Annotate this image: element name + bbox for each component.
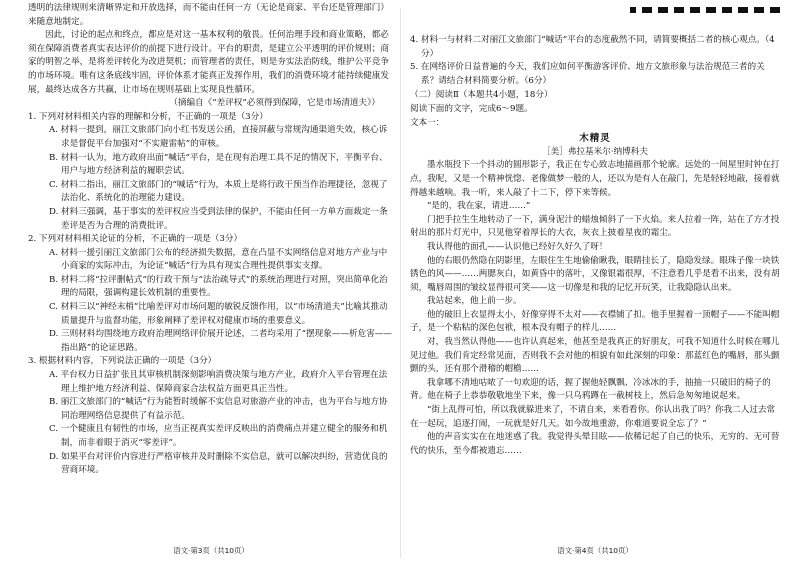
registration-mark [722,7,732,13]
registration-mark [770,7,780,13]
question-3 [28,355,394,477]
registration-mark [690,7,700,13]
page-divider [400,8,401,558]
question-stem: 2. 下列对材料相关论证的分析，不正确的一项是（3分） [28,234,243,245]
page-footer: 语文·第4页（共10页） [557,546,633,556]
option-a: A. 材料一援引丽江文旅部门公布的经济损失数据，意在凸显不实网络信息对地方产业与中小商家的实际冲击，为论证“喊话”行为具有现实合理性提供事实支撑。 [49,247,388,272]
story-paragraph: 门把手拉生生地转动了一下，满身泥汁的蜡烛倾斜了一下火焰。来人拉着一阵，站在了方才投射出的那片灯光中，只见他穿着厚长的大衣，灰衣上披着星夜的霜尘。 [410,214,780,239]
story-paragraph: 对，我当然认得他——也许认真起来，他甚至是我真正的好朋友，可我不知道什么时候在哪儿见过他。我们肯定经常见面，否则我不会对他的相貌有如此深刻的印象：那蓝红色的嘴唇，那头颤颤的头，还有那个滑稽的帽檐…… [410,337,780,375]
option-b: B. 丽江文旅部门的“喊话”行为能暂时缓解不实信息对旅游产业的冲击，也为平台与地方协同治理网络信息提供了有益示范。 [49,397,388,421]
option-a: A. 材料一提到，丽江文旅部门向小红书发送公函，直接屏蔽与常规沟通渠道失效，核心诉求是督促平台加强对“不实避雷帖”的审核。 [49,125,388,149]
paragraph: 因此，讨论的起点和终点，都应是对这一基本权利的敬畏。任何治理手段和商业策略，都必须在保障消费者真实表达评价的前提下进行设计。平台的职责，是建立公平透明的评价规则；商家的明智之举，是将差评转化为改进契机；而管理者的责任，则是夯实法治防线，维护公平竞争的市场环境。唯有这条底线牢固，评价体系才能真正发挥作用，我们的消费环境才能持续健康发展，最终达成各方共赢，让市场在规则基础上实现良性循环。 [28,30,389,95]
text-label: 文本一： [410,117,445,128]
registration-mark [630,7,636,13]
story-paragraph: 他的右眼仍然隐在阴影里，左眼住生生地偷偷瞅我，眼睛挂长了，隐隐发绿。眼珠子像一块铁锈色的风——……两腮灰白，如黄昏中的落叶，又像银霜很厚，不注意看几乎是看不出来，没有胡须，嘴唇周围的皱纹显得很可笑——这一切像是和我的记忆开玩笑，让我隐隐认出来。 [410,255,780,293]
registration-mark [674,7,684,13]
story-paragraph: 我站起来，他上前一步。 [427,296,522,307]
option-a: A. 平台权力日益扩张且其审核机制深刻影响消费决策与地方产业，政府介入平台管理在法理上维护地方经济利益、保障商家合法权益方面更具正当性。 [49,370,388,394]
registration-mark [754,7,764,13]
section-heading: （二）阅读Ⅱ（本题共4小题，18分） [410,90,553,101]
option-c: C. 材料二指出，丽江文旅部门的“喊话”行为，本质上是将行政干预当作治理捷径，忽视了法治化、系统化的治理能力建设。 [49,179,388,204]
option-b: B. 材料二将“拉评删帖式”的行政干预与“法治疏导式”的系统治理进行对照，突出简单化治理的局限，强调构建长效机制的重要性。 [49,274,388,299]
option-d: D. 如果平台对评价内容进行严格审核并及时删除不实信息，就可以解决纠纷，营造优良的营商环境。 [49,451,388,476]
registration-marks [410,7,780,15]
citation: （摘编自《“差评权”必须得到保障，它是市场清道夫》） [169,98,380,109]
question-4: 4. 材料一与材料二对丽江文旅部门“喊话”平台的态度截然不同，请简要概括二者的核心观点。（4分） [410,35,775,59]
story-author: ［美］弗拉基米尔·纳博科夫 [542,146,648,157]
registration-mark [738,7,748,13]
option-c: C. 一个健康且有韧性的市场，应当正视真实差评反映出的消费痛点并建立健全的服务和机制，而非着眼于消灭“零差评”。 [49,424,388,448]
question-stem: 3. 根据材料内容，下列说法正确的一项是（3分） [28,356,217,367]
registration-mark [642,7,652,13]
question-1 [28,111,394,233]
story-paragraph: 他的破旧上衣显得太小，好像穿得不太对——衣襟铺了扣。他手里握着一顶帽子——不能叫帽子，是一个粘粘的深色包袱，根本没有帽子的样儿…… [410,309,780,334]
story-paragraph: 我认得他的面孔——认识他已经好久好久了呀！ [427,241,608,252]
right-page [410,0,780,566]
story-paragraph: 我拿哪不清地咕哝了一句欢迎的话，握了握他轻飘飘、冷冰冰的手，抽抽一只破旧的椅子的背。他在椅子上恭恭敬敬地坐下来，像一只乌鸦蹲在一截树枝上，然后急匆匆地说起来。 [410,377,771,402]
story-paragraph: “街上乱得可怕，所以我就躲进来了，不请自来，来看看你。你认出我了吗？你我二人过去常在一起玩，追逐打闹，一玩就是好几天。如今故地重游，你难道要说全忘了？” [410,405,776,429]
story-paragraph: “是的，我在家，请进……” [427,201,531,212]
page-footer: 语文·第3页（共10页） [173,546,249,556]
paragraph: 透明的法律规则来清晰界定和开放选择，而不能由任何一方（无论是商家、平台还是管理部门）来随意地制定。 [28,3,389,27]
reading-instruction: 阅读下面的文字，完成6～9题。 [410,103,533,114]
option-d: D. 材料三强调，基于事实的差评权应当受到法律的保护，不能由任何一方单方面裁定一条差评是否为合理的消费批评。 [49,206,388,231]
registration-mark [658,7,668,13]
question-stem: 1. 下列对材料相关内容的理解和分析，不正确的一项是（3分） [28,111,268,122]
option-c: C. 材料三以“神经末梢”比喻差评对市场问题的敏锐反馈作用，以“市场清道夫”比喻其推动质量提升与监督功能，形象阐释了差评权对健康市场的重要意义。 [49,302,388,326]
left-page [28,0,394,566]
question-2 [28,233,394,355]
question-5: 5. 在网络评价日益普遍的今天，我们应如何平衡游客评价、地方文旅形象与法治规范三者的关系？请结合材料简要分析。（6分） [410,62,765,86]
story-paragraph: 墨水瓶投下一个抖动的圆形影子，我正在专心致志地描画那个轮廓。远处的一间屋里时钟在打点，我呢，又是一个精神恍惚、老像做梦一般的人，还以为是有人在敲门，先是轻轻地敲，接着就得越来越响。我一听，来人敲了十二下，停下来等候。 [410,160,780,198]
option-b: B. 材料一认为，地方政府出面“喊话”平台，是在现有治理工具不足的情况下，平衡平台、用户与地方经济利益的履职尝试。 [49,152,388,177]
registration-mark [706,7,716,13]
option-d: D. 三则材料均围绕地方政府治理网络评价展开论述，二者均采用了“摆现象——析危害——指出路”的论证思路。 [49,329,393,353]
story-title: 木精灵 [579,133,611,145]
story-paragraph: 他的声音实实在在地迷惑了我。我觉得头晕目眩——依稀记起了自己的快乐，无穷的、无可替代的快乐，至今都被遗忘…… [410,432,780,456]
